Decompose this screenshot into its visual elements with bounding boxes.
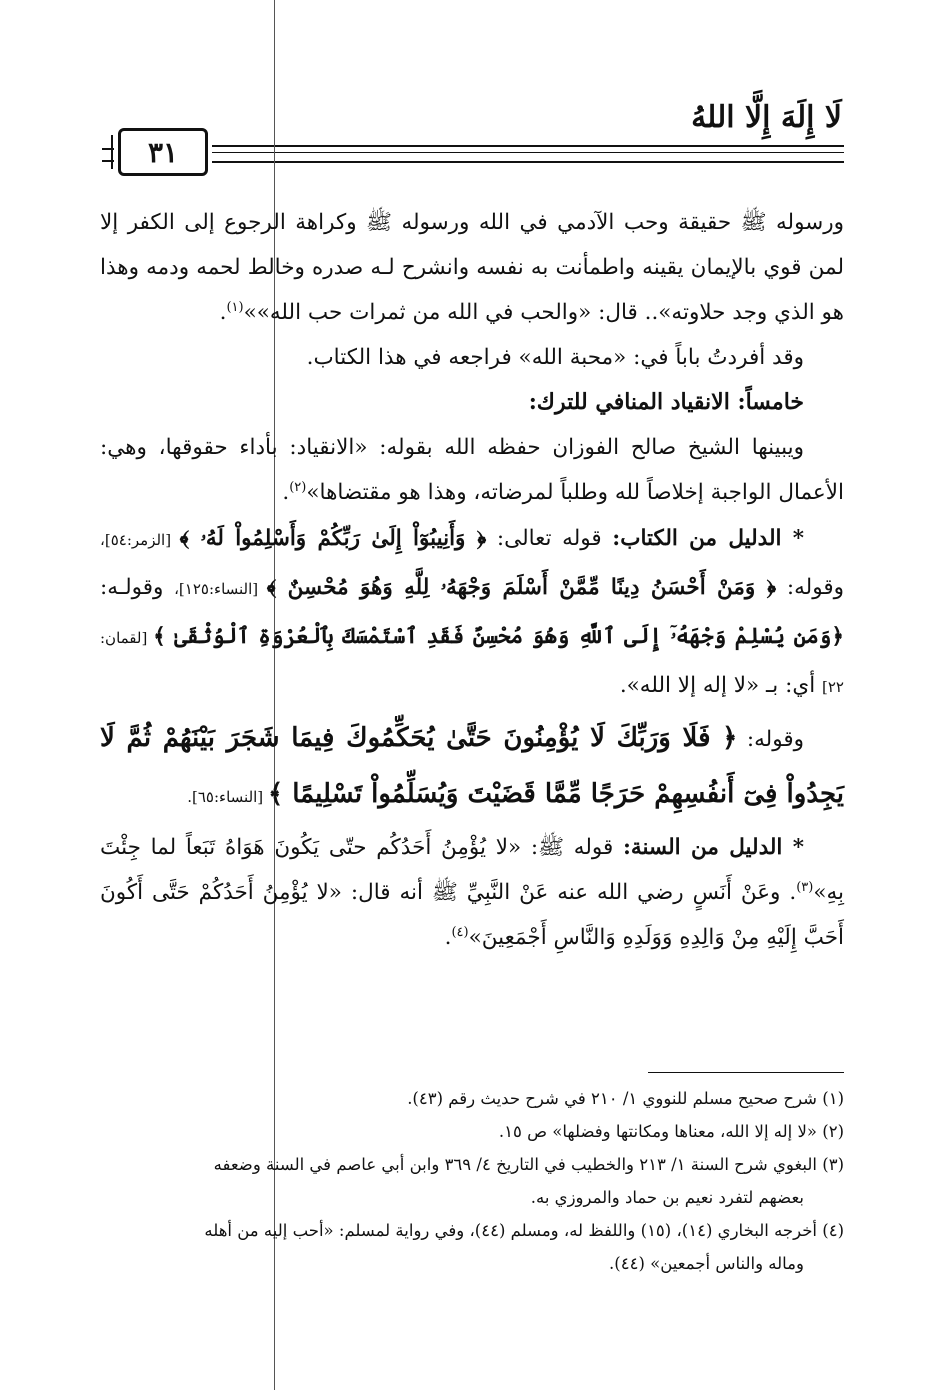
verse-2-ref: [النساء:١٢٥]، xyxy=(174,580,267,598)
header-rule xyxy=(212,145,844,163)
verse-1-ref: [الزمر:٥٤]، xyxy=(100,531,180,549)
footnote-4-continued: وماله والناس أجمعين» (٤٤). xyxy=(609,1254,804,1273)
verse-4-ref: [النساء:٦٥]. xyxy=(187,788,268,806)
footnote-ref-2: (٢) xyxy=(289,479,307,495)
evidence-book-label: * الدليل من الكتاب: xyxy=(612,526,804,551)
verse-3: ﴿وَمَن يُسْلِمْ وَجْهَهُۥٓ إِلَى ٱللَّهِ وَهُوَ مُحْسِنٌ فَقَدِ ٱسْتَمْسَكَ بِٱلْعُرْوَةِ ٱلْوُثْقَىٰ ﴾ xyxy=(153,624,844,649)
footnote-ref-4: (٤) xyxy=(451,924,469,940)
evidence-sunnah-label: * الدليل من السنة: xyxy=(622,835,804,860)
footnote-3-continued: بعضهم لتفرد نعيم بن حماد والمروزي به. xyxy=(530,1188,804,1207)
running-header-title: لَا إِلَهَ إِلَّا اللهُ xyxy=(691,100,842,135)
page-number-text: ٣١ xyxy=(147,135,179,169)
main-text xyxy=(100,200,844,960)
verse-1: ﴿ وَأَنِيبُوٓاْ إِلَىٰ رَبِّكُمْ وَأَسْلِمُواْ لَهُۥ ﴾ xyxy=(179,526,487,551)
section-heading: خامساً: الانقياد المنافي للترك: xyxy=(528,389,804,415)
paragraph-2: وقد أفردتُ باباً في: «محبة الله» فراجعه في هذا الكتاب. xyxy=(306,345,804,370)
footnotes xyxy=(100,1082,844,1280)
footnote-1: (١) شرح صحيح مسلم للنووي ١/ ٢١٠ في شرح حديث رقم (٤٣). xyxy=(407,1089,844,1108)
footnote-separator xyxy=(648,1072,844,1073)
footnote-2: (٢) «لا إله إلا الله، معناها ومكانتها وفضلها» ص ١٥. xyxy=(498,1122,844,1141)
verse-4: ﴿ فَلَا وَرَبِّكَ لَا يُؤْمِنُونَ حَتَّىٰ يُحَكِّمُوكَ فِيمَا شَجَرَ بَيْنَهُمْ ثُمَّ لَا يَجِدُواْ فِىٓ أَنفُسِهِمْ حَرَجًا مِّمَّا قَضَيْتَ وَيُسَلِّمُواْ تَسْلِيمًا ﴾ xyxy=(100,723,844,809)
page-number xyxy=(118,128,208,176)
paragraph-1: ورسوله ﷺ حقيقة وحب الآدمي في الله ورسوله ﷺ وكراهة الرجوع إلى الكفر إلا لمن قوي بالإيمان يقينه واطمأنت به نفسه وانشرح لـه صدره وخالط لحمه ودمه وهذا هو الذي وجد حلاوته».. قال: «والحب في الله من ثمرات حب الله»»$^{(١)}$. xyxy=(100,210,844,325)
evidence-sunnah: * الدليل من السنة: قوله ﷺ: «لا يُؤْمِنُ أَحَدُكُم حتّى يَكُونَ هَوَاهُ تَبَعاً لما جِئْتَ بِهِ»$^{(٣)}$. وعَنْ أَنَسٍ رضي الله عنه عَنْ النَّبِيِّ ﷺ أنه قال: «لا يُؤْمِنُ أَحَدُكُمْ حَتَّى أَكُونَ أَحَبَّ إِلَيْهِ مِنْ وَالِدِهِ وَوَلَدِهِ وَالنَّاسِ أَجْمَعِينَ»$^{(٤)}$. xyxy=(100,835,844,950)
verse-3-ref: [لقمان: ٢٢] xyxy=(100,629,844,696)
footnote-ref-3: (٣) xyxy=(796,879,814,895)
verse-4-paragraph: وقوله: ﴿ فَلَا وَرَبِّكَ لَا يُؤْمِنُونَ حَتَّىٰ يُحَكِّمُوكَ فِيمَا شَجَرَ بَيْنَهُمْ ثُمَّ لَا يَجِدُواْ فِىٓ أَنفُسِهِمْ حَرَجًا مِّمَّا قَضَيْتَ وَيُسَلِّمُواْ تَسْلِيمًا ﴾ [النساء:٦٥]. xyxy=(100,723,844,809)
paragraph-3: ويبينها الشيخ صالح الفوزان حفظه الله بقوله: «الانقياد: بأداء حقوقها، وهي: الأعمال الواجبة إخلاصاً لله وطلباً لمرضاته، وهذا هو مقتضاها»$^{(٢)}$. xyxy=(100,435,844,505)
verse-2: ﴿ وَمَنْ أَحْسَنُ دِينًا مِّمَّنْ أَسْلَمَ وَجْهَهُۥ لِلَّهِ وَهُوَ مُحْسِنٌ ﴾ xyxy=(266,575,777,600)
evidence-book: * الدليل من الكتاب: قوله تعالى: ﴿ وَأَنِيبُوٓاْ إِلَىٰ رَبِّكُمْ وَأَسْلِمُواْ لَهُۥ ﴾ [الزمر:٥٤]، وقوله: ﴿ وَمَنْ أَحْسَنُ دِينًا مِّمَّنْ أَسْلَمَ وَجْهَهُۥ لِلَّهِ وَهُوَ مُحْسِنٌ ﴾ [النساء:١٢٥]، وقولـه: ﴿وَمَن يُسْلِمْ وَجْهَهُۥٓ إِلَى ٱللَّهِ وَهُوَ مُحْسِنٌ فَقَدِ ٱسْتَمْسَكَ بِٱلْعُرْوَةِ ٱلْوُثْقَىٰ ﴾ [لقمان: ٢٢] أي: بـ «لا إله إلا الله». xyxy=(100,526,844,698)
footnote-ref-1: (١) xyxy=(226,299,244,315)
footnote-3: (٣) البغوي شرح السنة ١/ ٢١٣ والخطيب في التاريخ ٤/ ٣٦٩ وابن أبي عاصم في السنة وضعفه xyxy=(213,1155,844,1174)
footnote-4: (٤) أخرجه البخاري (١٤)، (١٥) واللفظ له، ومسلم (٤٤)، وفي رواية لمسلم: «أحب إليه من أهله xyxy=(204,1221,844,1240)
